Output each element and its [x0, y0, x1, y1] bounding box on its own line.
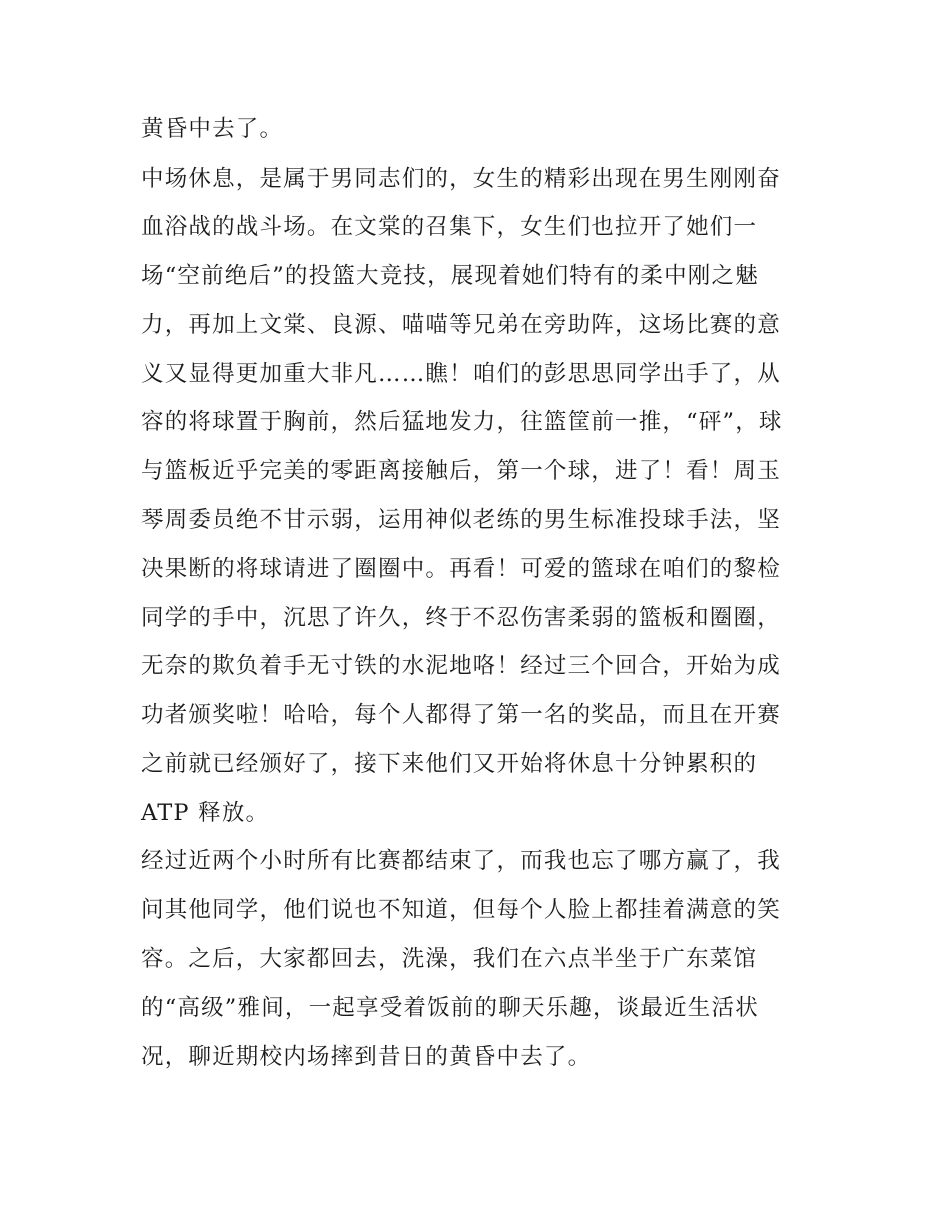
text-line: 黄昏中去了。: [141, 116, 284, 142]
text-line: 义又显得更加重大非凡……瞧！咱们的彭思思同学出手了，从: [141, 361, 781, 387]
text-line: 功者颁奖啦！哈哈，每个人都得了第一名的奖品，而且在开赛: [141, 702, 781, 728]
text-line: 经过近两个小时所有比赛都结束了，而我也忘了哪方赢了，我: [141, 848, 781, 874]
text-line: 中场休息，是属于男同志们的，女生的精彩出现在男生刚刚奋: [141, 166, 781, 192]
text-line: 问其他同学，他们说也不知道，但每个人脸上都挂着满意的笑: [141, 897, 781, 923]
text-line: 之前就已经颁好了，接下来他们又开始将休息十分钟累积的: [141, 751, 758, 777]
text-line: 无奈的欺负着手无寸铁的水泥地咯！经过三个回合，开始为成: [141, 653, 781, 679]
text-line: 况，聊近期校内场摔到昔日的黄昏中去了。: [141, 1044, 592, 1070]
text-line: 容的将球置于胸前，然后猛地发力，往篮筐前一推，“砰”，球: [141, 409, 783, 435]
text-line: 琴周委员绝不甘示弱，运用神似老练的男生标准投球手法，坚: [141, 507, 781, 533]
text-line: 场“空前绝后”的投篮大竞技，展现着她们特有的柔中刚之魅: [141, 263, 759, 289]
text-line: 容。之后，大家都回去，洗澡，我们在六点半坐于广东菜馆: [141, 946, 758, 972]
text-line: 血浴战的战斗场。在文棠的召集下，女生们也拉开了她们一: [141, 214, 758, 240]
text-line: 力，再加上文棠、良源、喵喵等兄弟在旁助阵，这场比赛的意: [141, 312, 781, 338]
text-line: ATP 释放。: [141, 800, 270, 826]
text-line: 决果断的将球请进了圈圈中。再看！可爱的篮球在咱们的黎检: [141, 556, 781, 582]
text-line: 的“高级”雅间，一起享受着饭前的聊天乐趣，谈最近生活状: [141, 995, 759, 1021]
text-line: 同学的手中，沉思了许久，终于不忍伤害柔弱的篮板和圈圈，: [141, 605, 781, 631]
text-line: 与篮板近乎完美的零距离接触后，第一个球，进了！看！周玉: [141, 458, 781, 484]
